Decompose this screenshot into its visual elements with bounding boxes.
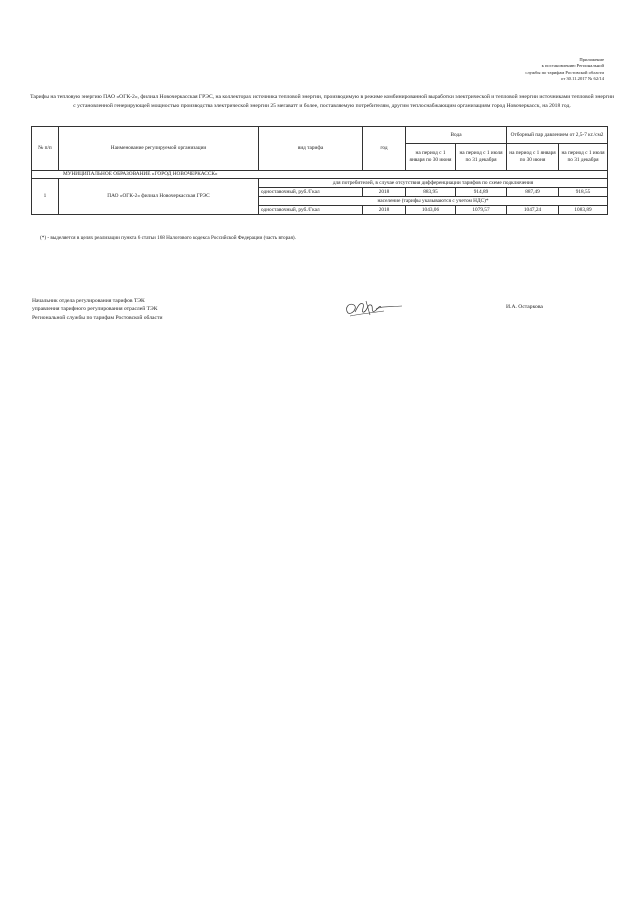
tariff-value: 887,49 [507, 188, 559, 197]
appendix-header [424, 57, 604, 83]
tariff-type-cell: одноставочный, руб./Гкал [259, 206, 363, 215]
tariff-value: 918,55 [559, 188, 608, 197]
row-number: 1 [32, 179, 59, 215]
header-period: на период с 1 июля по 31 декабря [456, 144, 507, 171]
tariff-value: 1043,06 [406, 206, 456, 215]
header-year: год [363, 127, 406, 171]
appendix-line: службы по тарифам Ростовской области [525, 69, 604, 75]
document-title: Тарифы на тепловую энергию ПАО «ОГК-2», филиал Новочеркасская ГРЭС, на коллекторах источника тепловой энергии, производимую в режиме комбинированной выработки электрической и тепловой энергии источниками тепловой энергии с установленной генерирующей мощностью производства электрической энергии 25 мегаватт и более, поставляемую потребителям, другим теплоснабжающим организациям город Новочеркасск, на 2018 год. [30, 94, 614, 109]
signer-name: И.А. Остаркова [506, 304, 543, 310]
tariff-value: 1047,24 [507, 206, 559, 215]
header-org: Наименование регулируемой организации [59, 127, 259, 171]
org-name: ПАО «ОГК-2» филиал Новочеркасская ГРЭС [59, 179, 259, 215]
signoff-line: Начальник отдела регулирования тарифов ТЭК [32, 298, 145, 304]
year-cell: 2018 [363, 188, 406, 197]
header-period: на период с 1 января по 30 июня [406, 144, 456, 171]
signoff-line: Региональной службы по тарифам Ростовской области [32, 314, 163, 321]
section-population: население (тарифы указываются с учетом НДС)* [259, 197, 608, 206]
tariff-value: 1083,89 [559, 206, 608, 215]
header-steam: Отборный пар давлением от 2,5-7 кг./см2 [507, 127, 608, 144]
signoff-line: управления тарифного регулирования отраслей ТЭК [32, 306, 158, 313]
tariff-value: 1079,57 [456, 206, 507, 215]
handwritten-signature-icon [340, 296, 406, 322]
year-cell: 2018 [363, 206, 406, 215]
section-consumers: для потребителей, в случае отсутствия дифференциации тарифов по схеме подключения [259, 179, 608, 188]
tariff-value: 914,89 [456, 188, 507, 197]
appendix-line: к постановлению Региональной [541, 63, 604, 69]
footnote: (*) - выделяется в целях реализации пункта 6 статьи 168 Налогового кодекса Российской Федерации (часть вторая). [40, 235, 296, 241]
tariff-value: 883,95 [406, 188, 456, 197]
appendix-line: от 30.11.2017 № 62/14 [560, 76, 604, 82]
header-num: № п/п [32, 127, 59, 171]
tariff-type-cell: одноставочный, руб./Гкал [259, 188, 363, 197]
header-period: на период с 1 июля по 31 декабря [559, 144, 608, 171]
signoff-block [32, 297, 162, 322]
header-tariff-type: вид тарифа [259, 127, 363, 171]
header-water: Вода [406, 127, 507, 144]
appendix-line: Приложение [579, 57, 604, 62]
municipality-row: МУНИЦИПАЛЬНОЕ ОБРАЗОВАНИЕ «ГОРОД НОВОЧЕРКАССК» [32, 171, 608, 179]
tariff-table [31, 126, 608, 215]
header-period: на период с 1 января по 30 июня [507, 144, 559, 171]
